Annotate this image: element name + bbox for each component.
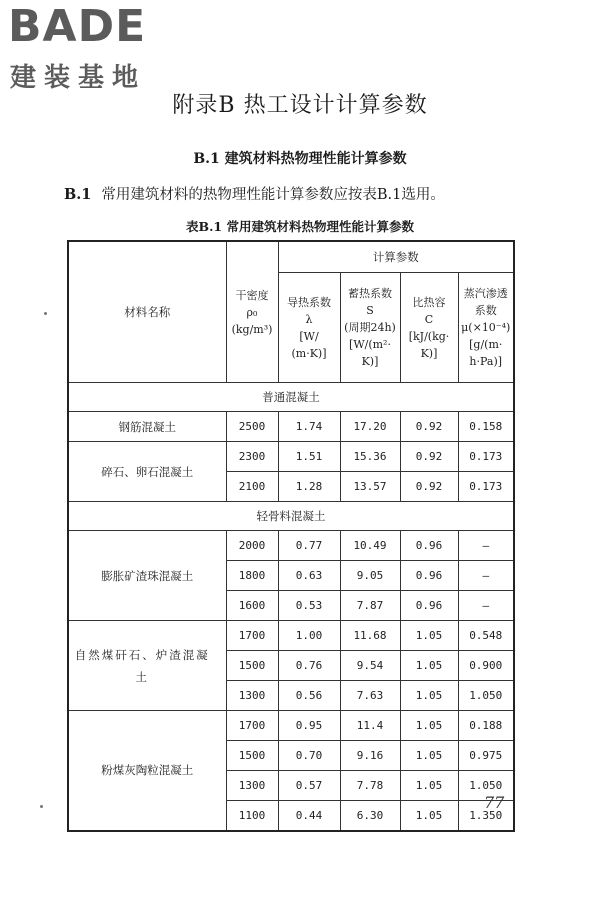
table-cell: 0.96 — [400, 591, 458, 621]
table-cell: 0.96 — [400, 561, 458, 591]
table-cell: 0.158 — [458, 412, 514, 442]
table-cell: 15.36 — [340, 442, 400, 472]
table-cell: 7.87 — [340, 591, 400, 621]
table-cell: 1.05 — [400, 621, 458, 651]
table-cell: 1600 — [226, 591, 278, 621]
appendix-title: 附录B 热工设计计算参数 — [172, 93, 428, 118]
table-cell: 0.173 — [458, 472, 514, 502]
table-cell: 1.00 — [278, 621, 340, 651]
table-cell: 1800 — [226, 561, 278, 591]
header-conductivity: 导热系数 λ [W/ (m·K)] — [278, 273, 340, 383]
clause-text: 常用建筑材料的热物理性能计算参数应按表B.1选用。 — [101, 187, 445, 203]
table-cell: — — [458, 561, 514, 591]
table-cell: 1.05 — [400, 801, 458, 831]
table-cell: 10.49 — [340, 531, 400, 561]
table-cell: 0.56 — [278, 681, 340, 711]
clause-number: B.1 — [64, 186, 92, 203]
table-cell: 2000 — [226, 531, 278, 561]
table-cell: 0.63 — [278, 561, 340, 591]
table-cell: 11.4 — [340, 711, 400, 741]
header-density: 干密度 ρ₀ (kg/m³) — [226, 241, 278, 383]
watermark-subtitle: 建装基地 — [10, 63, 147, 93]
table-cell: 0.95 — [278, 711, 340, 741]
table-cell: 0.92 — [400, 442, 458, 472]
material-name: 膨胀矿渣珠混凝土 — [68, 531, 226, 621]
table-cell: 1700 — [226, 621, 278, 651]
material-name: 粉煤灰陶粒混凝土 — [68, 711, 226, 831]
table-cell: 6.30 — [340, 801, 400, 831]
table-cell: 2500 — [226, 412, 278, 442]
table-cell: 0.188 — [458, 711, 514, 741]
table-cell: 0.548 — [458, 621, 514, 651]
scan-speck — [40, 805, 43, 808]
table-cell: 11.68 — [340, 621, 400, 651]
table-cell: 1.05 — [400, 771, 458, 801]
table-cell: — — [458, 591, 514, 621]
table-cell: 0.900 — [458, 651, 514, 681]
table-cell: 17.20 — [340, 412, 400, 442]
table-cell: 2300 — [226, 442, 278, 472]
table-cell: 1.05 — [400, 651, 458, 681]
watermark-logo — [8, 2, 178, 94]
header-specific-heat: 比热容 C [kJ/(kg· K)] — [400, 273, 458, 383]
category-row: 普通混凝土 — [68, 383, 514, 412]
table-cell: 13.57 — [340, 472, 400, 502]
table-cell: 0.70 — [278, 741, 340, 771]
table-cell: 1.05 — [400, 711, 458, 741]
table-cell: 0.96 — [400, 531, 458, 561]
table-cell: 9.05 — [340, 561, 400, 591]
table-cell: 1300 — [226, 771, 278, 801]
table-cell: 1700 — [226, 711, 278, 741]
table-cell: 0.57 — [278, 771, 340, 801]
table-cell: 9.54 — [340, 651, 400, 681]
table-cell: 1100 — [226, 801, 278, 831]
table-cell: 1.74 — [278, 412, 340, 442]
table-caption: 表B.1 常用建筑材料热物理性能计算参数 — [186, 219, 414, 234]
table-cell: 1.51 — [278, 442, 340, 472]
table-cell: 0.53 — [278, 591, 340, 621]
table-cell: 1500 — [226, 651, 278, 681]
table-cell: 0.92 — [400, 412, 458, 442]
table-cell: 0.77 — [278, 531, 340, 561]
header-heat-storage: 蓄热系数 S (周期24h) [W/(m²· K)] — [340, 273, 400, 383]
table-cell: 7.63 — [340, 681, 400, 711]
parameters-table — [67, 240, 515, 832]
table-cell: 1.350 — [458, 801, 514, 831]
header-material: 材料名称 — [68, 241, 226, 383]
material-name: 碎石、卵石混凝土 — [68, 442, 226, 502]
header-vapor-permeability: 蒸汽渗透 系数 μ(×10⁻⁴) [g/(m· h·Pa)] — [458, 273, 514, 383]
page-number: 77 — [484, 793, 505, 812]
section-title: B.1 建筑材料热物理性能计算参数 — [193, 151, 407, 167]
material-name: 自然煤矸石、炉渣混凝土 — [68, 621, 226, 711]
table-cell: 1.28 — [278, 472, 340, 502]
table-cell: 9.16 — [340, 741, 400, 771]
table-cell: 1500 — [226, 741, 278, 771]
scan-speck — [44, 312, 47, 315]
material-name: 钢筋混凝土 — [68, 412, 226, 442]
table-cell: — — [458, 531, 514, 561]
table-cell: 7.78 — [340, 771, 400, 801]
table-cell: 0.44 — [278, 801, 340, 831]
table-cell: 0.76 — [278, 651, 340, 681]
table-cell: 1.05 — [400, 741, 458, 771]
table-cell: 1.05 — [400, 681, 458, 711]
table-cell: 1.050 — [458, 681, 514, 711]
watermark-brand: BADE — [8, 1, 147, 52]
table-cell: 1.050 — [458, 771, 514, 801]
category-row: 轻骨料混凝土 — [68, 502, 514, 531]
header-group: 计算参数 — [278, 241, 514, 273]
table-cell: 1300 — [226, 681, 278, 711]
table-cell: 0.173 — [458, 442, 514, 472]
table-cell: 0.975 — [458, 741, 514, 771]
table-cell: 0.92 — [400, 472, 458, 502]
clause — [64, 183, 445, 204]
table-cell: 2100 — [226, 472, 278, 502]
